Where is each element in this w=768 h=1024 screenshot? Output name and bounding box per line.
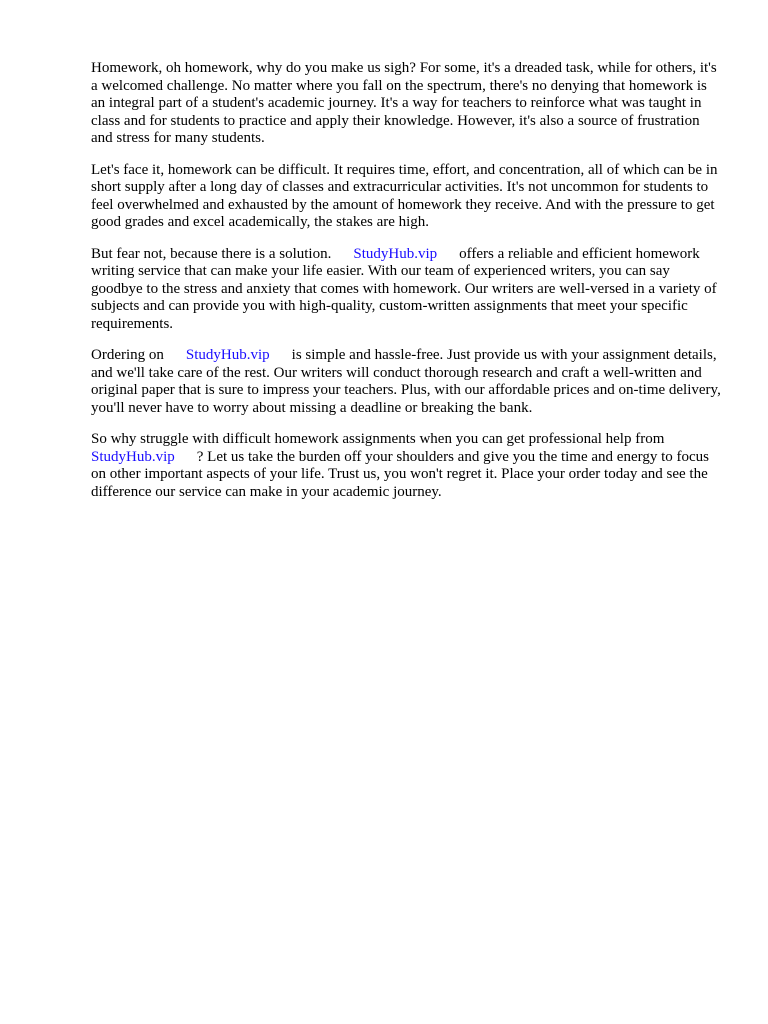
paragraph-ordering: [91, 347, 723, 417]
studyhub-link[interactable]: StudyHub.vip: [185, 347, 270, 363]
document-body: [91, 60, 723, 515]
paragraph-conclusion: [91, 431, 723, 501]
paragraph-solution: [91, 246, 723, 334]
paragraph-intro: Homework, oh homework, why do you make us sigh? For some, it's a dreaded task, while for others, it's a welcomed challenge. No matter where you fall on the spectrum, there's no denying that homework is an integral part of a student's academic journey. It's a way for teachers to reinforce what was taught in class and for students to practice and apply their knowledge. However, it's also a source of frustration and stress for many students.: [91, 60, 717, 146]
paragraph-conclusion-text-before: So why struggle with difficult homework assignments when you can get professional help from: [91, 431, 665, 447]
paragraph-ordering-text-after: is simple and hassle-free. Just provide us with your assignment details, and we'll take care of the rest. Our writers will conduct thorough research and craft a well-written and original paper that is sure to impress your teachers. Plus, with our affordable prices and on-time delivery, you'll never have to worry about missing a deadline or breaking the bank.: [91, 347, 721, 416]
paragraph-solution-text-after: offers a reliable and efficient homework writing service that can make your life easier. With our team of experienced writers, you can say goodbye to the stress and anxiety that comes with homework. Our writers are well-versed in a variety of subjects and can provide you with high-quality, custom-written assignments that meet your specific requirements.: [91, 245, 717, 332]
paragraph-conclusion-text-after: ? Let us take the burden off your shoulders and give you the time and energy to focus on other important aspects of your life. Trust us, you won't regret it. Place your order today and see the difference our service can make in your academic journey.: [91, 448, 709, 500]
paragraph-ordering-text-before: Ordering on: [91, 347, 164, 363]
studyhub-link[interactable]: StudyHub.vip: [91, 448, 175, 465]
paragraph-difficulty: Let's face it, homework can be difficult. It requires time, effort, and concentration, all of which can be in short supply after a long day of classes and extracurricular activities. It's not uncommon for students to feel overwhelmed and exhausted by the amount of homework they receive. And with the pressure to get good grades and excel academically, the stakes are high.: [91, 161, 718, 230]
studyhub-link[interactable]: StudyHub.vip: [353, 245, 438, 262]
paragraph-solution-text-before: But fear not, because there is a solution.: [91, 245, 332, 262]
